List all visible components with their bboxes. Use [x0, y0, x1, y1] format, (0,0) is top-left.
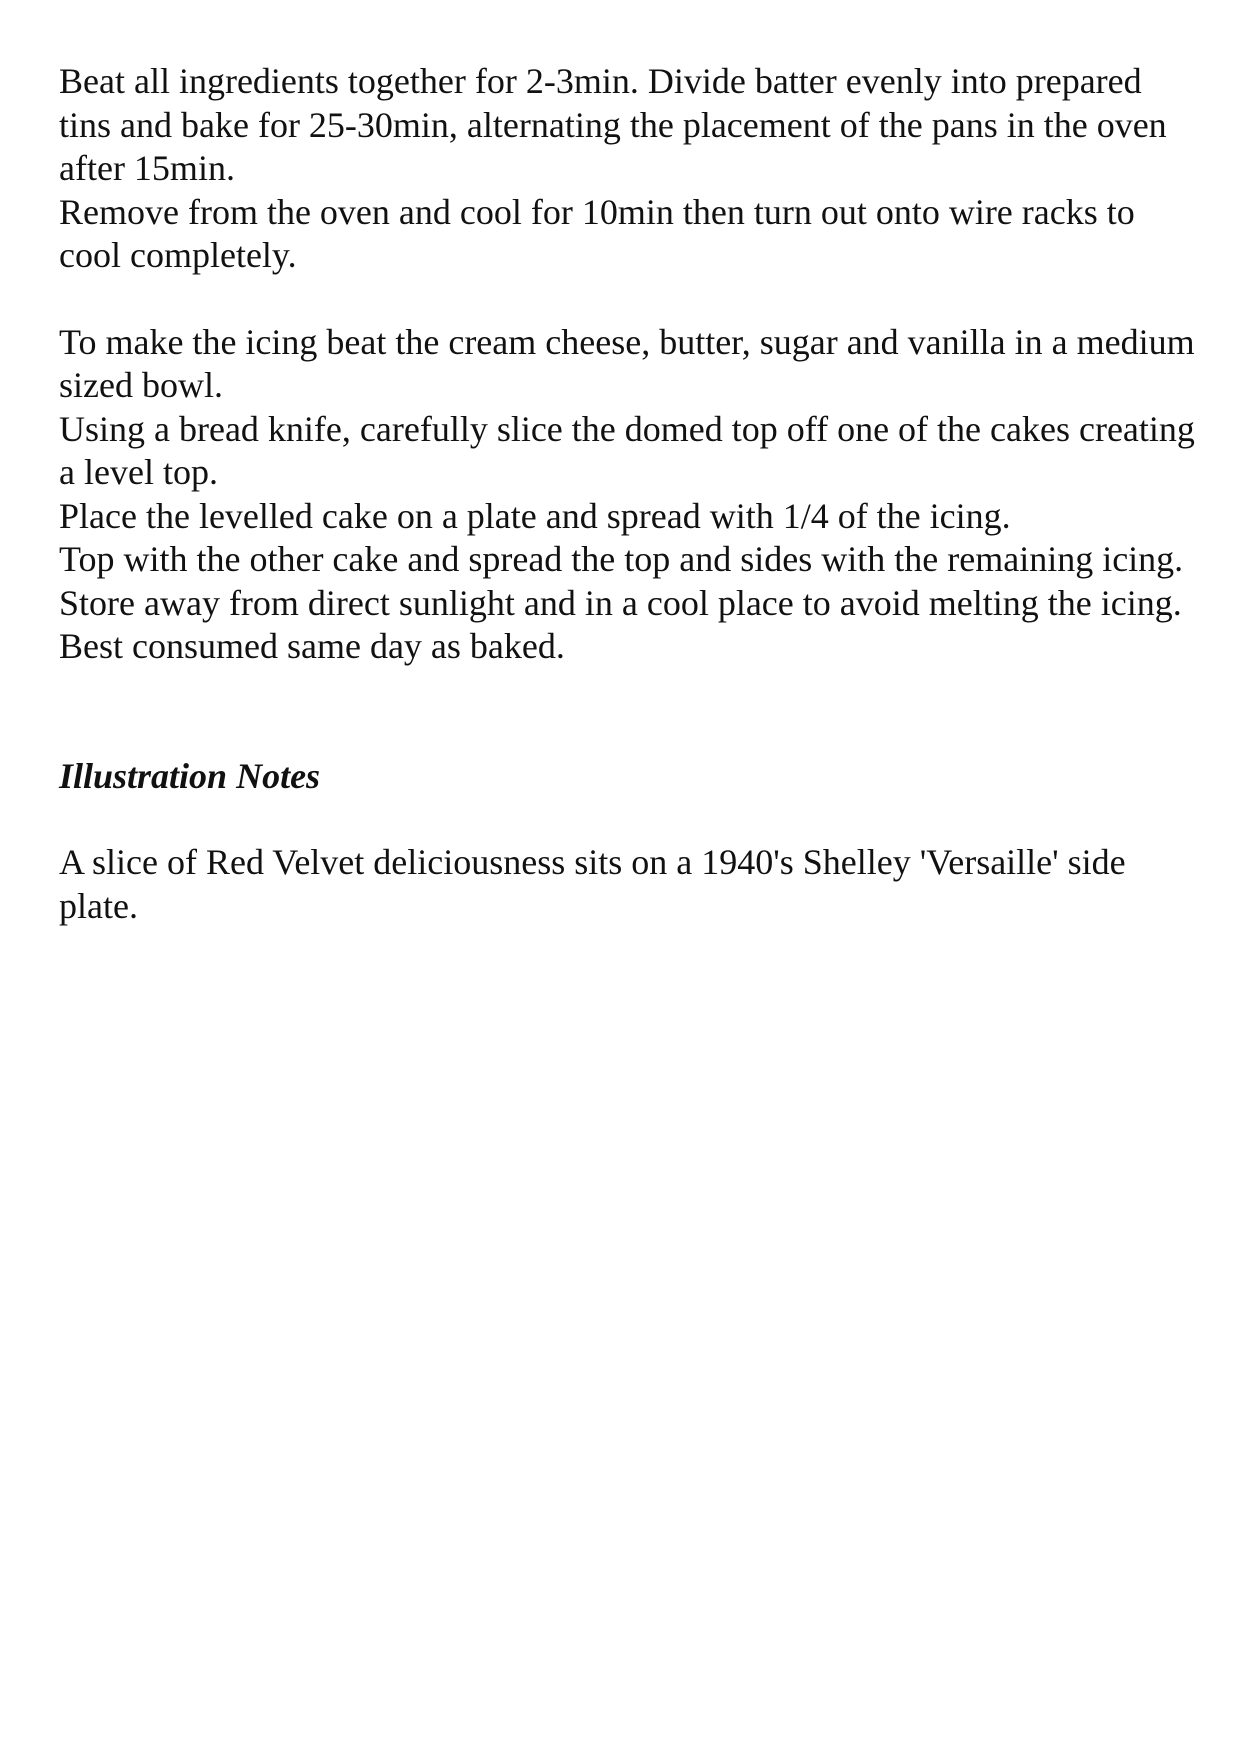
method-paragraph: Beat all ingredients together for 2-3min. Divide batter evenly into prepared tins and bake for 25-30min, alternating the placement of the pans in the oven after 15min. [59, 61, 1167, 188]
icing-paragraph: Store away from direct sunlight and in a cool place to avoid melting the icing. [59, 582, 1182, 623]
icing-paragraph: Using a bread knife, carefully slice the domed top off one of the cakes creating a level top. [59, 408, 1195, 492]
method-paragraph: Remove from the oven and cool for 10min then turn out onto wire racks to cool completely. [59, 191, 1135, 275]
icing-paragraph: Place the levelled cake on a plate and spread with 1/4 of the icing. [59, 495, 1011, 536]
icing-paragraph: To make the icing beat the cream cheese, butter, sugar and vanilla in a medium sized bowl. [59, 321, 1195, 405]
paragraph-spacer [59, 798, 1199, 841]
paragraph-spacer [59, 278, 1199, 321]
illustration-notes-text: A slice of Red Velvet deliciousness sits on a 1940's Shelley 'Versaille' side plate. [59, 842, 1126, 926]
method-section [59, 60, 1199, 278]
icing-paragraph: Best consumed same day as baked. [59, 626, 565, 666]
section-spacer [59, 669, 1199, 755]
illustration-notes-section [59, 841, 1199, 928]
icing-section [59, 321, 1199, 669]
document-body [59, 60, 1199, 928]
icing-paragraph: Top with the other cake and spread the top and sides with the remaining icing. [59, 539, 1184, 579]
illustration-notes-heading: Illustration Notes [59, 755, 321, 796]
